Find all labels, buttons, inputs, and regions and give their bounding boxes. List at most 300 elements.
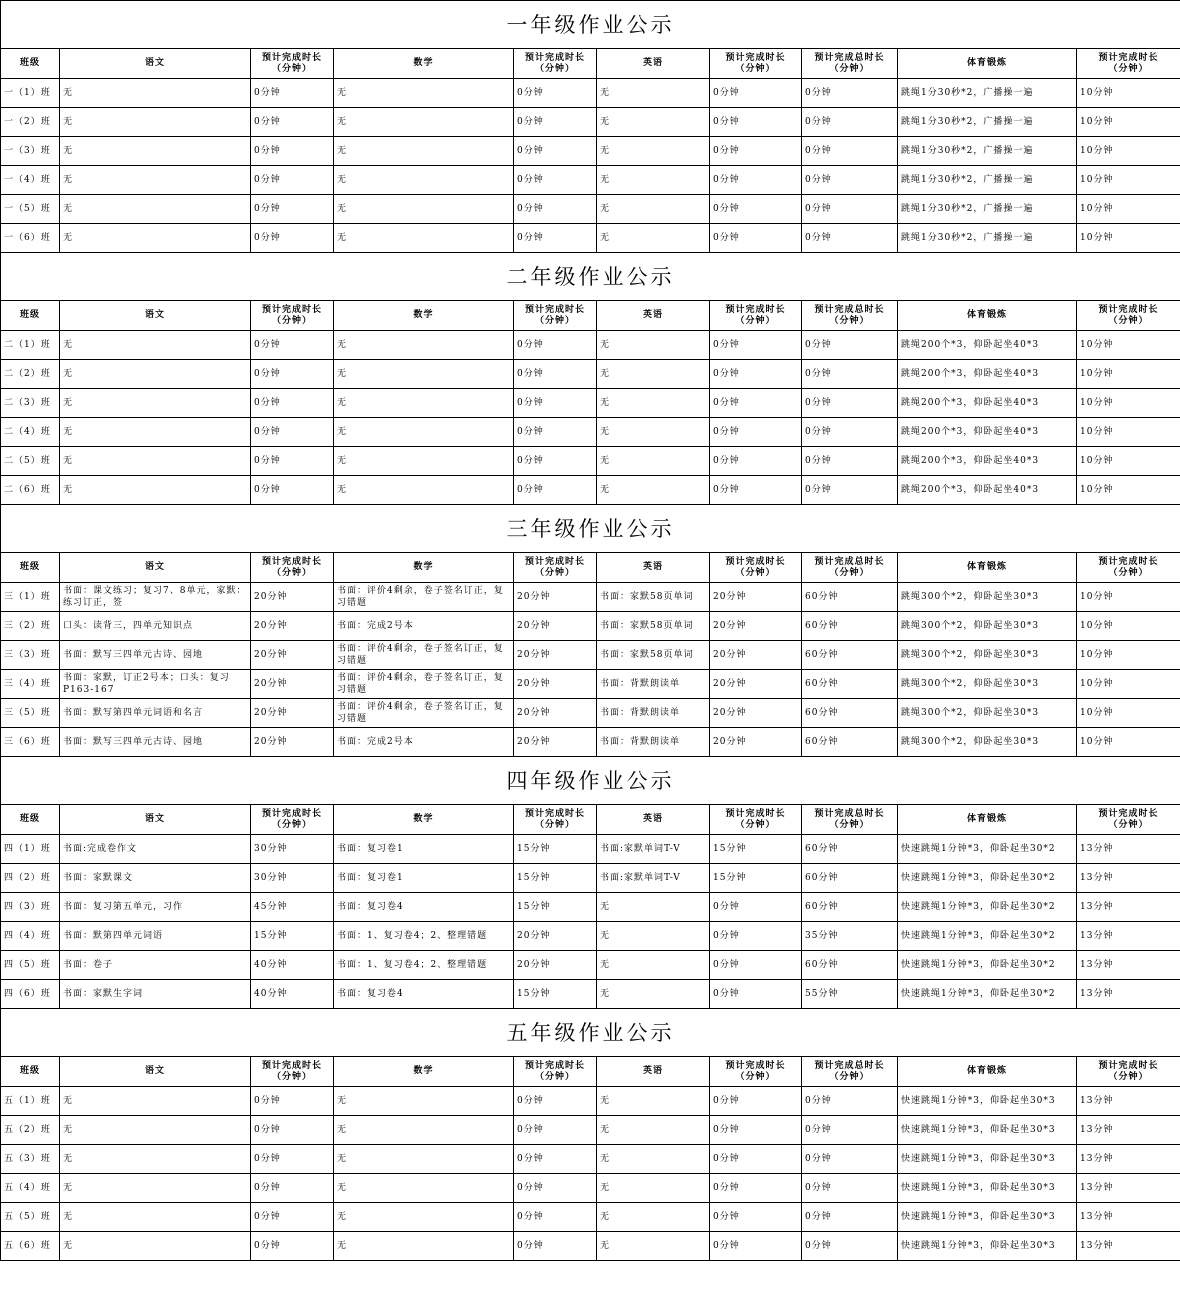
cell-chinese-time: 0分钟: [251, 476, 334, 505]
cell-total-time: 60分钟: [802, 835, 898, 864]
table-row: [1, 835, 1180, 864]
header-math-time: 预计完成时长 （分钟）: [514, 1057, 597, 1087]
header-pe: 体育锻炼: [898, 49, 1077, 79]
cell-chinese-time: 0分钟: [251, 166, 334, 195]
cell-english-time: 0分钟: [710, 980, 802, 1009]
cell-pe: 快速跳绳1分钟*3，仰卧起坐30*2: [898, 922, 1077, 951]
cell-english: 无: [597, 331, 710, 360]
cell-total-time: 0分钟: [802, 1087, 898, 1116]
cell-chinese-time: 20分钟: [251, 612, 334, 641]
cell-math: 无: [334, 1203, 514, 1232]
cell-chinese: 无: [60, 1116, 251, 1145]
header-chinese: 语文: [60, 553, 251, 583]
cell-pe-time: 10分钟: [1077, 447, 1180, 476]
cell-class: 四（5）班: [1, 951, 60, 980]
cell-english-time: 0分钟: [710, 1174, 802, 1203]
cell-chinese: 无: [60, 108, 251, 137]
cell-math: 书面：完成2号本: [334, 612, 514, 641]
cell-class: 三（1）班: [1, 583, 60, 612]
cell-total-time: 60分钟: [802, 699, 898, 728]
header-class: 班级: [1, 553, 60, 583]
cell-chinese: 书面：卷子: [60, 951, 251, 980]
header-row: [1, 805, 1180, 835]
cell-pe-time: 13分钟: [1077, 980, 1180, 1009]
table-row: [1, 1087, 1180, 1116]
cell-math-time: 0分钟: [514, 1174, 597, 1203]
cell-math-time: 20分钟: [514, 612, 597, 641]
cell-chinese: 无: [60, 389, 251, 418]
cell-math-time: 0分钟: [514, 108, 597, 137]
cell-math: 无: [334, 195, 514, 224]
header-math: 数学: [334, 301, 514, 331]
cell-english-time: 0分钟: [710, 893, 802, 922]
cell-chinese: 无: [60, 137, 251, 166]
cell-class: 四（2）班: [1, 864, 60, 893]
cell-pe: 快速跳绳1分钟*3，仰卧起坐30*3: [898, 1087, 1077, 1116]
header-chinese-time: 预计完成时长 （分钟）: [251, 301, 334, 331]
cell-math: 无: [334, 447, 514, 476]
cell-chinese: 无: [60, 447, 251, 476]
cell-chinese-time: 0分钟: [251, 1232, 334, 1261]
cell-english-time: 0分钟: [710, 922, 802, 951]
cell-pe-time: 10分钟: [1077, 108, 1180, 137]
header-row: [1, 301, 1180, 331]
cell-pe: 快速跳绳1分钟*3，仰卧起坐30*3: [898, 1116, 1077, 1145]
cell-chinese: 无: [60, 1087, 251, 1116]
cell-chinese-time: 15分钟: [251, 922, 334, 951]
header-class: 班级: [1, 49, 60, 79]
cell-math: 书面：评价4剩余，卷子签名订正，复习错题: [334, 670, 514, 699]
table-row: [1, 166, 1180, 195]
cell-math: 无: [334, 137, 514, 166]
header-math-time: 预计完成时长 （分钟）: [514, 301, 597, 331]
table-row: [1, 1232, 1180, 1261]
table-row: [1, 699, 1180, 728]
header-class: 班级: [1, 301, 60, 331]
cell-math-time: 0分钟: [514, 418, 597, 447]
cell-english-time: 20分钟: [710, 670, 802, 699]
grade-title-row: [1, 1, 1180, 49]
cell-pe-time: 13分钟: [1077, 1203, 1180, 1232]
cell-english-time: 0分钟: [710, 79, 802, 108]
cell-class: 五（2）班: [1, 1116, 60, 1145]
cell-pe: 快速跳绳1分钟*3，仰卧起坐30*3: [898, 1145, 1077, 1174]
cell-math: 书面：复习卷1: [334, 864, 514, 893]
cell-pe-time: 10分钟: [1077, 137, 1180, 166]
cell-total-time: 35分钟: [802, 922, 898, 951]
cell-english: 无: [597, 476, 710, 505]
cell-chinese: 书面：课文练习；复习7、8单元，家默：练习订正，签: [60, 583, 251, 612]
cell-chinese: 无: [60, 360, 251, 389]
cell-class: 一（1）班: [1, 79, 60, 108]
table-row: [1, 670, 1180, 699]
cell-math-time: 20分钟: [514, 951, 597, 980]
header-pe-time: 预计完成时长 （分钟）: [1077, 301, 1180, 331]
cell-math: 无: [334, 360, 514, 389]
table-row: [1, 922, 1180, 951]
grade-title: 四年级作业公示: [1, 757, 1180, 805]
cell-math-time: 15分钟: [514, 835, 597, 864]
cell-chinese: 无: [60, 1145, 251, 1174]
table-row: [1, 728, 1180, 757]
table-row: [1, 641, 1180, 670]
cell-chinese-time: 0分钟: [251, 1087, 334, 1116]
cell-pe: 跳绳1分30秒*2，广播操一遍: [898, 79, 1077, 108]
cell-math-time: 0分钟: [514, 331, 597, 360]
cell-english: 无: [597, 951, 710, 980]
cell-english-time: 0分钟: [710, 1087, 802, 1116]
grade-title: 五年级作业公示: [1, 1009, 1180, 1057]
header-english: 英语: [597, 1057, 710, 1087]
cell-math: 无: [334, 389, 514, 418]
cell-chinese: 书面：家默生字词: [60, 980, 251, 1009]
cell-total-time: 0分钟: [802, 1145, 898, 1174]
header-chinese: 语文: [60, 805, 251, 835]
cell-math-time: 0分钟: [514, 1203, 597, 1232]
table-row: [1, 389, 1180, 418]
header-math: 数学: [334, 553, 514, 583]
cell-total-time: 0分钟: [802, 1232, 898, 1261]
cell-chinese-time: 0分钟: [251, 1145, 334, 1174]
cell-chinese-time: 0分钟: [251, 331, 334, 360]
header-pe-time: 预计完成时长 （分钟）: [1077, 805, 1180, 835]
cell-english: 无: [597, 137, 710, 166]
cell-chinese-time: 0分钟: [251, 389, 334, 418]
cell-english: 无: [597, 166, 710, 195]
cell-chinese: 书面：家默课文: [60, 864, 251, 893]
cell-chinese: 无: [60, 1232, 251, 1261]
table-row: [1, 418, 1180, 447]
header-math: 数学: [334, 805, 514, 835]
cell-class: 一（6）班: [1, 224, 60, 253]
cell-english: 无: [597, 893, 710, 922]
cell-english-time: 20分钟: [710, 699, 802, 728]
cell-english: 无: [597, 389, 710, 418]
cell-english-time: 15分钟: [710, 864, 802, 893]
cell-chinese: 书面:完成卷作文: [60, 835, 251, 864]
header-english-time: 预计完成时长 （分钟）: [710, 49, 802, 79]
cell-chinese: 无: [60, 1203, 251, 1232]
cell-pe: 跳绳300个*2，仰卧起坐30*3: [898, 612, 1077, 641]
cell-math: 无: [334, 476, 514, 505]
cell-english-time: 15分钟: [710, 835, 802, 864]
header-math-time: 预计完成时长 （分钟）: [514, 805, 597, 835]
header-total-time: 预计完成总时长 （分钟）: [802, 49, 898, 79]
cell-math-time: 0分钟: [514, 224, 597, 253]
table-row: [1, 476, 1180, 505]
cell-math: 无: [334, 1087, 514, 1116]
cell-chinese-time: 20分钟: [251, 699, 334, 728]
cell-math: 书面：复习卷4: [334, 980, 514, 1009]
cell-class: 四（4）班: [1, 922, 60, 951]
cell-english: 书面:家默单词T-V: [597, 864, 710, 893]
cell-pe: 跳绳200个*3，仰卧起坐40*3: [898, 447, 1077, 476]
cell-english: 无: [597, 980, 710, 1009]
header-pe: 体育锻炼: [898, 805, 1077, 835]
cell-math-time: 0分钟: [514, 1145, 597, 1174]
header-total-time: 预计完成总时长 （分钟）: [802, 805, 898, 835]
table-row: [1, 1116, 1180, 1145]
cell-english: 无: [597, 922, 710, 951]
cell-math: 无: [334, 108, 514, 137]
cell-pe-time: 13分钟: [1077, 1174, 1180, 1203]
header-english-time: 预计完成时长 （分钟）: [710, 553, 802, 583]
cell-pe-time: 13分钟: [1077, 864, 1180, 893]
cell-class: 五（3）班: [1, 1145, 60, 1174]
cell-pe-time: 10分钟: [1077, 331, 1180, 360]
cell-pe: 快速跳绳1分钟*3，仰卧起坐30*2: [898, 893, 1077, 922]
cell-chinese: 书面：默写第四单元词语和名言: [60, 699, 251, 728]
cell-pe-time: 13分钟: [1077, 1232, 1180, 1261]
cell-class: 二（1）班: [1, 331, 60, 360]
cell-pe: 快速跳绳1分钟*3，仰卧起坐30*2: [898, 835, 1077, 864]
cell-pe: 跳绳1分30秒*2，广播操一遍: [898, 224, 1077, 253]
cell-math: 无: [334, 1116, 514, 1145]
cell-pe-time: 10分钟: [1077, 418, 1180, 447]
cell-math: 无: [334, 224, 514, 253]
cell-total-time: 0分钟: [802, 1116, 898, 1145]
cell-chinese: 书面：默第四单元词语: [60, 922, 251, 951]
header-pe: 体育锻炼: [898, 1057, 1077, 1087]
cell-math-time: 0分钟: [514, 1232, 597, 1261]
header-chinese-time: 预计完成时长 （分钟）: [251, 805, 334, 835]
cell-math: 书面：复习卷4: [334, 893, 514, 922]
cell-pe-time: 10分钟: [1077, 728, 1180, 757]
cell-pe-time: 13分钟: [1077, 922, 1180, 951]
cell-english: 无: [597, 79, 710, 108]
cell-class: 五（1）班: [1, 1087, 60, 1116]
cell-chinese: 口头：读背三，四单元知识点: [60, 612, 251, 641]
cell-total-time: 0分钟: [802, 1174, 898, 1203]
cell-chinese: 书面：默写三四单元古诗、园地: [60, 728, 251, 757]
cell-class: 三（3）班: [1, 641, 60, 670]
cell-math-time: 20分钟: [514, 699, 597, 728]
cell-pe-time: 13分钟: [1077, 835, 1180, 864]
cell-total-time: 0分钟: [802, 331, 898, 360]
cell-math: 无: [334, 79, 514, 108]
cell-total-time: 0分钟: [802, 1203, 898, 1232]
header-english-time: 预计完成时长 （分钟）: [710, 805, 802, 835]
cell-chinese-time: 0分钟: [251, 1174, 334, 1203]
cell-pe-time: 10分钟: [1077, 389, 1180, 418]
table-row: [1, 79, 1180, 108]
cell-pe: 跳绳200个*3，仰卧起坐40*3: [898, 476, 1077, 505]
cell-class: 一（2）班: [1, 108, 60, 137]
header-english-time: 预计完成时长 （分钟）: [710, 301, 802, 331]
cell-english: 书面：背默朗读单: [597, 728, 710, 757]
header-math: 数学: [334, 1057, 514, 1087]
table-row: [1, 893, 1180, 922]
cell-chinese-time: 40分钟: [251, 980, 334, 1009]
cell-english-time: 0分钟: [710, 1203, 802, 1232]
cell-math-time: 15分钟: [514, 864, 597, 893]
cell-english-time: 0分钟: [710, 1145, 802, 1174]
table-row: [1, 195, 1180, 224]
cell-english-time: 0分钟: [710, 447, 802, 476]
table-row: [1, 612, 1180, 641]
cell-math: 书面：1、复习卷4；2、整理错题: [334, 922, 514, 951]
cell-pe: 跳绳1分30秒*2，广播操一遍: [898, 195, 1077, 224]
cell-english-time: 0分钟: [710, 1232, 802, 1261]
table-row: [1, 1174, 1180, 1203]
cell-class: 一（4）班: [1, 166, 60, 195]
cell-class: 四（3）班: [1, 893, 60, 922]
cell-class: 一（5）班: [1, 195, 60, 224]
cell-total-time: 0分钟: [802, 447, 898, 476]
cell-chinese: 书面：复习第五单元，习作: [60, 893, 251, 922]
cell-chinese-time: 20分钟: [251, 728, 334, 757]
cell-pe: 跳绳200个*3，仰卧起坐40*3: [898, 360, 1077, 389]
cell-math-time: 15分钟: [514, 893, 597, 922]
cell-english: 无: [597, 1145, 710, 1174]
cell-pe: 快速跳绳1分钟*3，仰卧起坐30*3: [898, 1232, 1077, 1261]
cell-english: 书面：家默58页单词: [597, 612, 710, 641]
cell-english: 无: [597, 1087, 710, 1116]
header-pe-time: 预计完成时长 （分钟）: [1077, 49, 1180, 79]
cell-pe-time: 10分钟: [1077, 224, 1180, 253]
cell-english: 无: [597, 224, 710, 253]
header-total-time: 预计完成总时长 （分钟）: [802, 301, 898, 331]
cell-total-time: 60分钟: [802, 670, 898, 699]
cell-math-time: 0分钟: [514, 360, 597, 389]
grade-title: 一年级作业公示: [1, 1, 1180, 49]
cell-chinese: 无: [60, 79, 251, 108]
table-row: [1, 951, 1180, 980]
cell-math-time: 20分钟: [514, 670, 597, 699]
cell-total-time: 60分钟: [802, 728, 898, 757]
cell-math-time: 0分钟: [514, 1087, 597, 1116]
grade-title-row: [1, 253, 1180, 301]
cell-total-time: 0分钟: [802, 418, 898, 447]
header-chinese-time: 预计完成时长 （分钟）: [251, 49, 334, 79]
table-row: [1, 583, 1180, 612]
cell-math-time: 15分钟: [514, 980, 597, 1009]
header-class: 班级: [1, 1057, 60, 1087]
cell-chinese-time: 0分钟: [251, 447, 334, 476]
cell-chinese-time: 0分钟: [251, 360, 334, 389]
cell-english: 无: [597, 195, 710, 224]
cell-english-time: 0分钟: [710, 360, 802, 389]
header-pe-time: 预计完成时长 （分钟）: [1077, 553, 1180, 583]
cell-math-time: 20分钟: [514, 583, 597, 612]
grade-title-row: [1, 757, 1180, 805]
cell-chinese: 无: [60, 166, 251, 195]
table-row: [1, 331, 1180, 360]
cell-class: 二（2）班: [1, 360, 60, 389]
cell-total-time: 60分钟: [802, 951, 898, 980]
header-total-time: 预计完成总时长 （分钟）: [802, 553, 898, 583]
cell-pe: 跳绳200个*3，仰卧起坐40*3: [898, 418, 1077, 447]
cell-math-time: 0分钟: [514, 476, 597, 505]
cell-chinese-time: 0分钟: [251, 1203, 334, 1232]
cell-english: 无: [597, 418, 710, 447]
cell-math-time: 20分钟: [514, 728, 597, 757]
cell-chinese-time: 0分钟: [251, 418, 334, 447]
cell-pe: 跳绳300个*2，仰卧起坐30*3: [898, 583, 1077, 612]
cell-english: 无: [597, 447, 710, 476]
header-math: 数学: [334, 49, 514, 79]
cell-class: 三（6）班: [1, 728, 60, 757]
cell-total-time: 60分钟: [802, 612, 898, 641]
cell-math: 无: [334, 331, 514, 360]
cell-pe-time: 13分钟: [1077, 1145, 1180, 1174]
cell-math-time: 20分钟: [514, 641, 597, 670]
cell-english-time: 0分钟: [710, 224, 802, 253]
cell-math: 无: [334, 1232, 514, 1261]
cell-pe: 快速跳绳1分钟*3，仰卧起坐30*3: [898, 1203, 1077, 1232]
cell-pe: 跳绳1分30秒*2，广播操一遍: [898, 108, 1077, 137]
grade-title: 二年级作业公示: [1, 253, 1180, 301]
cell-english: 书面：家默58页单词: [597, 641, 710, 670]
cell-math: 书面：评价4剩余，卷子签名订正，复习错题: [334, 583, 514, 612]
cell-pe: 跳绳300个*2，仰卧起坐30*3: [898, 699, 1077, 728]
cell-pe-time: 10分钟: [1077, 670, 1180, 699]
cell-chinese-time: 0分钟: [251, 108, 334, 137]
cell-english-time: 0分钟: [710, 1116, 802, 1145]
cell-pe-time: 13分钟: [1077, 893, 1180, 922]
cell-pe-time: 10分钟: [1077, 195, 1180, 224]
header-chinese: 语文: [60, 1057, 251, 1087]
cell-english-time: 0分钟: [710, 195, 802, 224]
cell-total-time: 0分钟: [802, 137, 898, 166]
cell-total-time: 0分钟: [802, 166, 898, 195]
cell-chinese: 无: [60, 1174, 251, 1203]
cell-pe: 跳绳300个*2，仰卧起坐30*3: [898, 641, 1077, 670]
cell-total-time: 0分钟: [802, 195, 898, 224]
cell-math: 书面：评价4剩余，卷子签名订正，复习错题: [334, 641, 514, 670]
cell-pe: 跳绳200个*3，仰卧起坐40*3: [898, 389, 1077, 418]
header-row: [1, 553, 1180, 583]
table-row: [1, 1145, 1180, 1174]
header-pe: 体育锻炼: [898, 553, 1077, 583]
cell-chinese: 无: [60, 195, 251, 224]
cell-english-time: 0分钟: [710, 389, 802, 418]
cell-pe: 跳绳1分30秒*2，广播操一遍: [898, 137, 1077, 166]
table-row: [1, 137, 1180, 166]
cell-total-time: 0分钟: [802, 360, 898, 389]
cell-english: 书面：背默朗读单: [597, 670, 710, 699]
cell-math-time: 0分钟: [514, 137, 597, 166]
header-chinese: 语文: [60, 49, 251, 79]
header-english: 英语: [597, 49, 710, 79]
header-row: [1, 1057, 1180, 1087]
table-row: [1, 864, 1180, 893]
header-english-time: 预计完成时长 （分钟）: [710, 1057, 802, 1087]
header-math-time: 预计完成时长 （分钟）: [514, 553, 597, 583]
cell-chinese-time: 0分钟: [251, 224, 334, 253]
cell-chinese-time: 40分钟: [251, 951, 334, 980]
cell-chinese: 无: [60, 476, 251, 505]
cell-pe: 跳绳200个*3，仰卧起坐40*3: [898, 331, 1077, 360]
cell-class: 二（4）班: [1, 418, 60, 447]
cell-pe-time: 10分钟: [1077, 166, 1180, 195]
cell-class: 三（5）班: [1, 699, 60, 728]
cell-math: 书面：完成2号本: [334, 728, 514, 757]
header-english: 英语: [597, 553, 710, 583]
grade-title: 三年级作业公示: [1, 505, 1180, 553]
cell-class: 三（4）班: [1, 670, 60, 699]
grade-title-row: [1, 505, 1180, 553]
cell-pe: 跳绳1分30秒*2，广播操一遍: [898, 166, 1077, 195]
cell-english-time: 20分钟: [710, 583, 802, 612]
cell-pe: 快速跳绳1分钟*3，仰卧起坐30*3: [898, 1174, 1077, 1203]
cell-english-time: 20分钟: [710, 641, 802, 670]
cell-chinese: 无: [60, 418, 251, 447]
cell-class: 二（6）班: [1, 476, 60, 505]
cell-english-time: 20分钟: [710, 728, 802, 757]
cell-chinese-time: 0分钟: [251, 195, 334, 224]
table-row: [1, 447, 1180, 476]
